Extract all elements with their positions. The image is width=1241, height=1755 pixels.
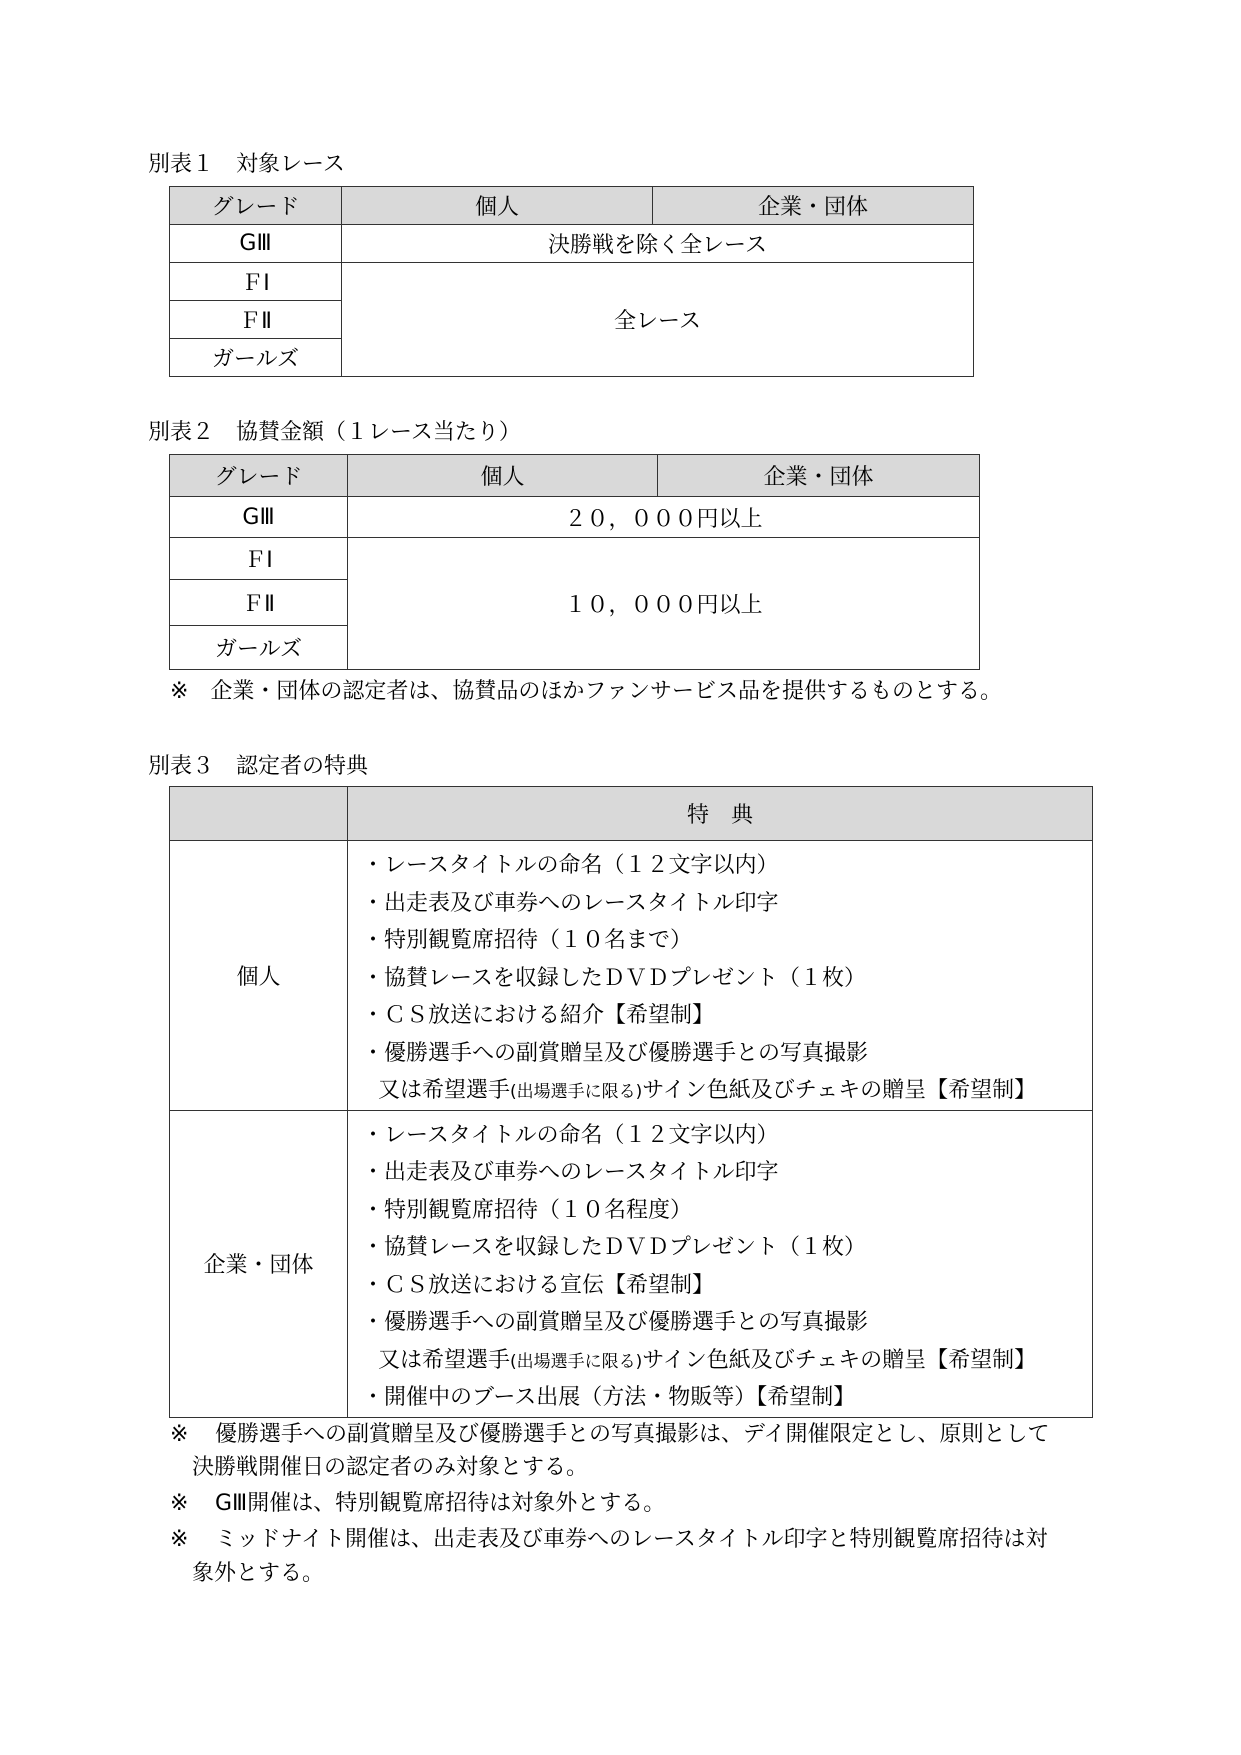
list-item: ・特別観覧席招待（１０名まで）: [362, 928, 693, 953]
list-item: ・出走表及び車券へのレースタイトル印字: [362, 1160, 779, 1185]
table2-caption: 別表２ 協賛金額（１レース当たり）: [148, 420, 521, 445]
list-item: ・協賛レースを収録したＤＶＤプレゼント（１枚）: [362, 1235, 867, 1260]
note-1-line-2: 決勝戦開催日の認定者のみ対象とする。: [192, 1455, 589, 1480]
note-3-line-1: ミッドナイト開催は、出走表及び車券へのレースタイトル印字と特別観覧席招待は対: [215, 1527, 1048, 1552]
table2-note: ※ 企業・団体の認定者は、協賛品のほかファンサービス品を提供するものとする。: [170, 679, 1002, 704]
header-corporate: 企業・団体: [658, 455, 980, 497]
list-item: ・ＣＳ放送における宣伝【希望制】: [362, 1272, 715, 1298]
note-3-line-2: 象外とする。: [192, 1561, 325, 1586]
header-benefits: 特 典: [348, 787, 1093, 841]
header-corporate: 企業・団体: [653, 187, 974, 225]
corporate-label: 企業・団体: [170, 1110, 348, 1417]
corporate-benefits: [348, 1110, 1093, 1417]
list-item: ・出走表及び車券へのレースタイトル印字: [362, 890, 779, 916]
sub-small: (出場選手に限る): [510, 1082, 643, 1102]
header-grade: グレード: [170, 187, 342, 225]
list-item: ・レースタイトルの命名（１２文字以内）: [362, 1122, 779, 1148]
all-races-target: 全レース: [342, 263, 974, 377]
grade-f2: ＦⅡ: [170, 301, 342, 339]
grade-f1: ＦⅠ: [170, 263, 342, 301]
note-2-line-1: GⅢ開催は、特別観覧席招待は対象外とする。: [215, 1491, 666, 1516]
g3-amount: ２０，０００円以上: [348, 497, 980, 538]
header-individual: 個人: [342, 187, 653, 225]
grade-g3: GⅢ: [170, 497, 348, 538]
sub-suffix: サイン色紙及びチェキの贈呈【希望制】: [642, 1347, 1037, 1373]
note-mark: ※: [170, 1422, 189, 1447]
note-mark: ※: [170, 1491, 189, 1516]
grade-girls: ガールズ: [170, 626, 348, 670]
target-races-table: [169, 186, 974, 377]
sponsorship-amount-table: [169, 454, 980, 670]
grade-f1: ＦⅠ: [170, 538, 348, 580]
list-item: ・開催中のブース出展（方法・物販等）【希望制】: [362, 1385, 856, 1410]
individual-benefits: [348, 841, 1093, 1111]
f-girls-amount: １０，０００円以上: [348, 538, 980, 670]
list-item: ・協賛レースを収録したＤＶＤプレゼント（１枚）: [362, 965, 867, 991]
table1-caption: 別表１ 対象レース: [148, 152, 345, 177]
benefits-table: [169, 786, 1093, 1418]
grade-g3: GⅢ: [170, 225, 342, 263]
note-1-line-1: 優勝選手への副賞贈呈及び優勝選手との写真撮影は、デイ開催限定とし、原則として: [215, 1422, 1050, 1447]
sub-prefix: 又は希望選手: [378, 1347, 511, 1373]
header-blank: [170, 787, 348, 841]
list-item: ・レースタイトルの命名（１２文字以内）: [362, 853, 779, 878]
g3-target: 決勝戦を除く全レース: [342, 225, 974, 263]
list-item-continuation: [362, 1342, 1092, 1380]
header-individual: 個人: [348, 455, 658, 497]
header-grade: グレード: [170, 455, 348, 497]
note-mark: ※: [170, 1527, 189, 1552]
sub-small: (出場選手に限る): [510, 1351, 643, 1372]
list-item: ・優勝選手への副賞贈呈及び優勝選手との写真撮影: [362, 1040, 869, 1066]
table3-caption: 別表３ 認定者の特典: [148, 754, 369, 779]
grade-f2: ＦⅡ: [170, 580, 348, 626]
grade-girls: ガールズ: [170, 339, 342, 377]
list-item: ・優勝選手への副賞贈呈及び優勝選手との写真撮影: [362, 1310, 869, 1335]
list-item-continuation: [362, 1072, 1092, 1110]
list-item: ・特別観覧席招待（１０名程度）: [362, 1197, 693, 1223]
sub-prefix: 又は希望選手: [378, 1078, 511, 1103]
list-item: ・ＣＳ放送における紹介【希望制】: [362, 1003, 715, 1028]
individual-label: 個人: [170, 841, 348, 1111]
sub-suffix: サイン色紙及びチェキの贈呈【希望制】: [642, 1078, 1037, 1103]
